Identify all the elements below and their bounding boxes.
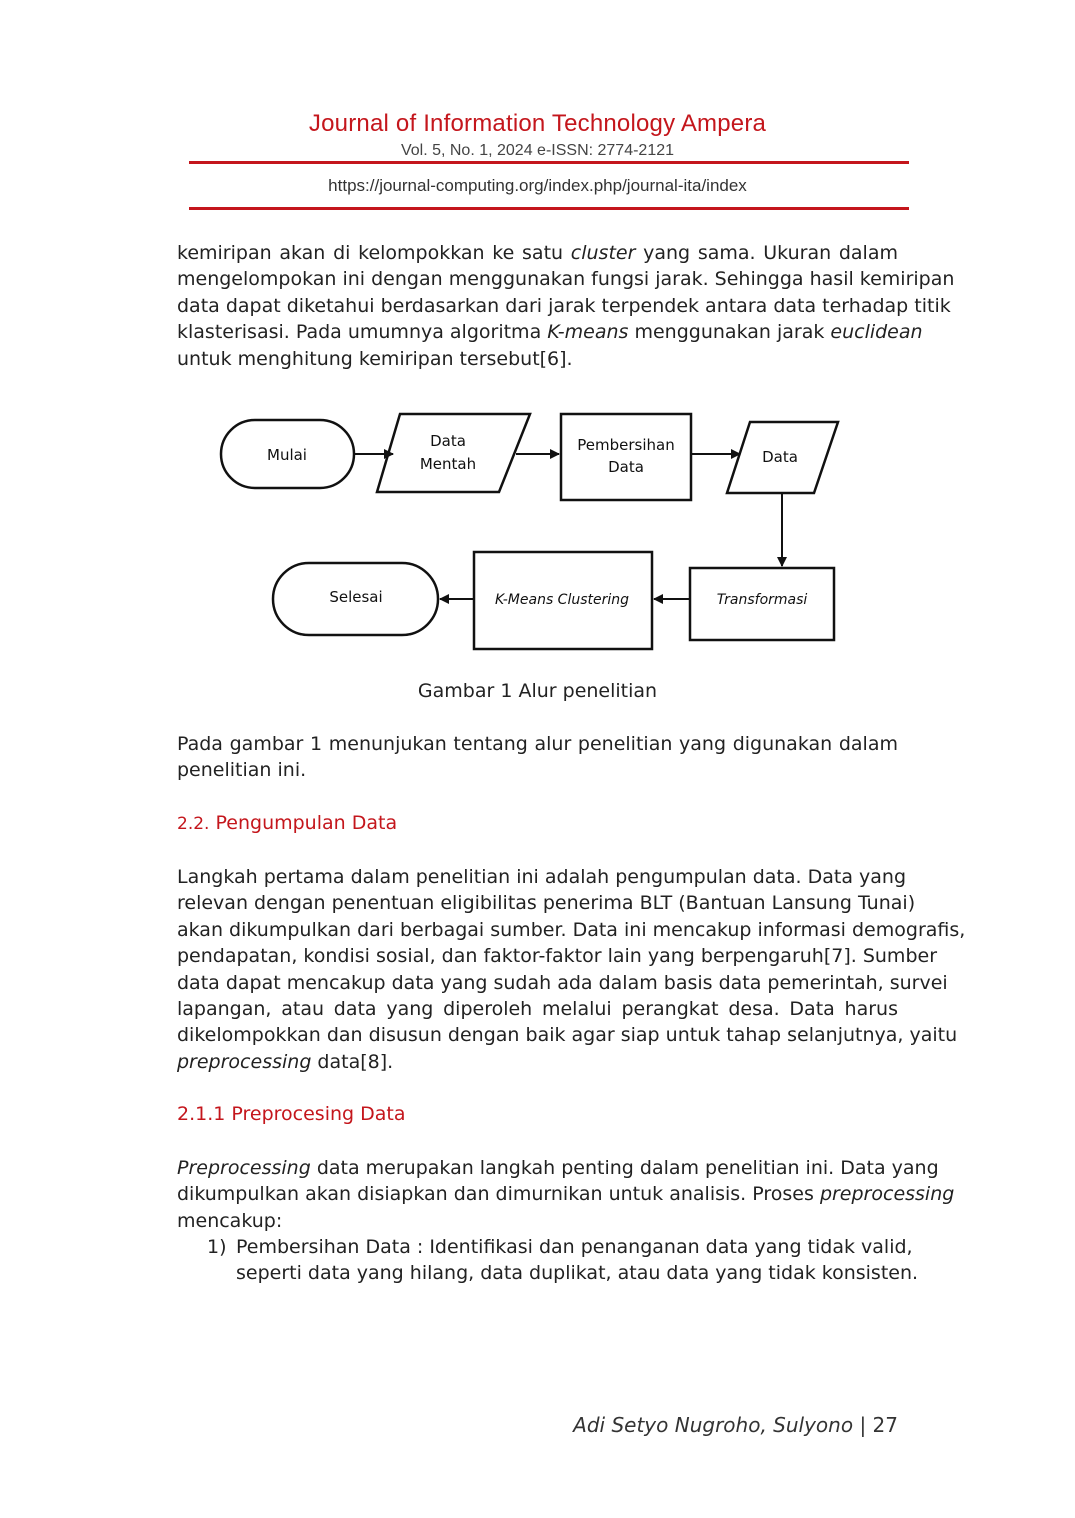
kmeans-label: K-Means Clustering	[494, 592, 630, 608]
intro-paragraph: kemiripan akan di kelompokkan ke satu cluster yang sama. Ukuran dalam mengelompokan ini dengan menggunakan fungsi jarak. Sehingga hasil kemiripan data dapat diketahui berdasarkan dari jarak terpendek antara data terhadap titik klasterisasi. Pada umumnya algoritma K-means menggunakan jarak euclidean untuk menghitung kemiripan tersebut[6].	[177, 242, 955, 370]
raw-data-label-2: Mentah	[419, 455, 477, 473]
volume-line: Vol. 5, No. 1, 2024 e-ISSN: 2774-2121	[400, 142, 675, 159]
end-label: Selesai	[329, 588, 383, 606]
figure-caption: Gambar 1 Alur penelitian	[417, 680, 658, 702]
section-2-1-1-paragraph: Preprocessing data merupakan langkah penting dalam penelitian ini. Data yang dikumpulkan akan disiapkan dan dimurnikan untuk analisis. Proses preprocessing mencakup:	[177, 1157, 955, 1232]
cleaning-label-2: Data	[608, 458, 644, 476]
section-2-2-paragraph: Langkah pertama dalam penelitian ini adalah pengumpulan data. Data yang relevan dengan penentuan eligibilitas penerima BLT (Bantuan Lansung Tunai) akan dikumpulkan dari berbagai sumber. Data ini mencakup informasi demografis, pendapatan, kondisi sosial, dan faktor-faktor lain yang berpengaruh[7]. Sumber data dapat mencakup data yang sudah ada dalam basis data pemerintah, survei lapangan, atau data yang diperoleh melalui perangkat desa. Data harus dikelompokkan dan disusun dengan baik agar siap untuk tahap selanjutnya, yaitu preprocessing data[8].	[177, 866, 966, 1073]
section-heading-2-2	[177, 812, 397, 834]
start-label: Mulai	[267, 446, 307, 464]
footer-authors: Adi Setyo Nugroho, Sulyono	[573, 1413, 854, 1437]
section-number: 2.2.	[177, 814, 210, 834]
section-heading-2-1-1: 2.1.1 Preprocesing Data	[177, 1103, 406, 1125]
header-rule-top	[189, 161, 909, 164]
research-flowchart	[200, 400, 860, 665]
raw-data-parallelogram	[377, 414, 530, 492]
list-item-text: Pembersihan Data : Identifikasi dan penanganan data yang tidak valid, seperti data yang hilang, data duplikat, atau data yang tidak konsisten.	[236, 1236, 919, 1285]
raw-data-label-1: Data	[430, 432, 466, 450]
journal-title: Journal of Information Technology Ampera	[308, 110, 767, 137]
list-item-number: 1)	[207, 1236, 227, 1258]
cleaning-process-box	[561, 414, 691, 500]
data-label: Data	[762, 448, 798, 466]
footer-separator: |	[859, 1413, 867, 1437]
header-rule-bottom	[189, 207, 909, 210]
section-title: Pengumpulan Data	[215, 812, 398, 834]
transform-label: Transformasi	[716, 592, 808, 608]
page-footer	[573, 1413, 898, 1437]
figure-paragraph: Pada gambar 1 menunjukan tentang alur penelitian yang digunakan dalam penelitian ini.	[177, 733, 898, 782]
cleaning-label-1: Pembersihan	[577, 436, 675, 454]
page-number: 27	[872, 1413, 898, 1437]
journal-url[interactable]: https://journal-computing.org/index.php/journal-ita/index	[328, 176, 747, 195]
